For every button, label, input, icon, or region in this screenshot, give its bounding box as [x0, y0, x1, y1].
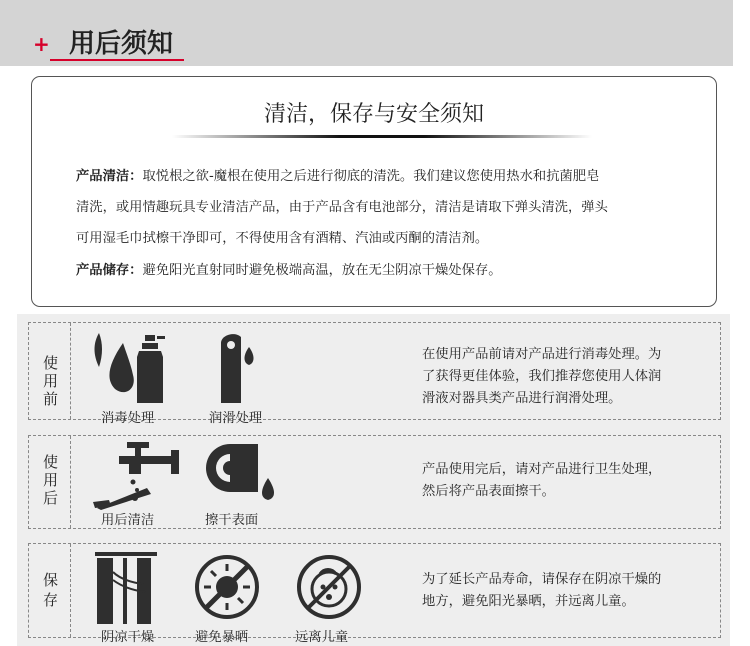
side-char: 后: [43, 489, 59, 507]
section-before-use: [17, 314, 730, 428]
no-sun-icon: [194, 554, 260, 620]
desc-line: 然后将产品表面擦干。: [422, 484, 555, 499]
icon-label: 用后清洁: [101, 513, 155, 528]
cleaning-text: 取悦根之欲-魔根在使用之后进行彻底的清洗。我们建议您使用热水和抗菌肥皂: [142, 169, 600, 184]
paper-roll-icon: [206, 442, 278, 506]
faucet-icon: [91, 438, 181, 510]
section-after-use: [17, 427, 730, 537]
cleaning-line: [76, 167, 696, 198]
icon-label: 润滑处理: [209, 411, 263, 426]
baby-icon: [296, 554, 362, 620]
side-char: 使: [43, 453, 59, 471]
desc-line: 了获得更佳体验，我们推荐您使用人体润: [422, 369, 662, 384]
section-description: [422, 569, 661, 613]
storage-text: 避免阳光直射同时避免极端高温，放在无尘阴凉干燥处保存。: [142, 263, 502, 278]
notice-divider: [172, 135, 592, 138]
side-char: 保: [43, 571, 59, 589]
desc-line: 为了延长产品寿命，请保存在阴凉干燥的: [422, 572, 662, 587]
section-description: [422, 459, 661, 503]
desc-line: 在使用产品前请对产品进行消毒处理。为: [422, 347, 662, 362]
cleaning-paragraph: [76, 167, 696, 260]
desc-line: 滑液对器具类产品进行润滑处理。: [422, 391, 622, 406]
plus-icon: +: [33, 32, 50, 56]
side-char: 使: [43, 354, 59, 372]
section-description: [422, 344, 661, 410]
cleaning-line: 可用湿毛巾拭檫干净即可，不得使用含有酒精、汽油或丙酮的清洁剂。: [76, 231, 489, 246]
section-frame: [28, 543, 721, 645]
cleaning-label: 产品清洁：: [76, 169, 143, 184]
curtain-icon: [95, 552, 165, 624]
icon-label: 避免暴晒: [195, 630, 249, 645]
icon-label: 擦干表面: [205, 513, 259, 528]
side-char: 用: [43, 372, 59, 390]
side-char: 存: [43, 591, 59, 609]
section-frame: [28, 435, 721, 529]
section-side-label: [29, 436, 71, 528]
page-title: 用后须知: [69, 29, 174, 59]
side-char: 前: [43, 390, 59, 408]
icon-label: 消毒处理: [101, 411, 155, 426]
icon-label: 阴凉干燥: [101, 630, 155, 645]
storage-label: 产品储存：: [76, 263, 143, 278]
cleaning-line: 清洗，或用情趣玩具专业清洁产品，由于产品含有电池部分，清洁是请取下弹头清洗，弹头: [76, 200, 608, 215]
section-side-label: [29, 323, 71, 419]
side-char: 用: [43, 471, 59, 489]
disinfect-icon: [91, 333, 171, 405]
header-bar: [0, 0, 733, 66]
section-frame: [28, 322, 721, 426]
desc-line: 产品使用完后，请对产品进行卫生处理，: [422, 462, 662, 477]
lubricate-icon: [215, 331, 259, 405]
notice-title: 清洁，保存与安全须知: [263, 102, 484, 127]
desc-line: 地方，避免阳光暴晒，并远离儿童。: [422, 594, 635, 609]
section-storage: [17, 535, 730, 646]
notice-box: [31, 76, 717, 307]
title-underline: [50, 59, 184, 61]
storage-paragraph: [76, 261, 696, 281]
icon-label: 远离儿童: [295, 630, 349, 645]
section-side-label: [29, 544, 71, 637]
